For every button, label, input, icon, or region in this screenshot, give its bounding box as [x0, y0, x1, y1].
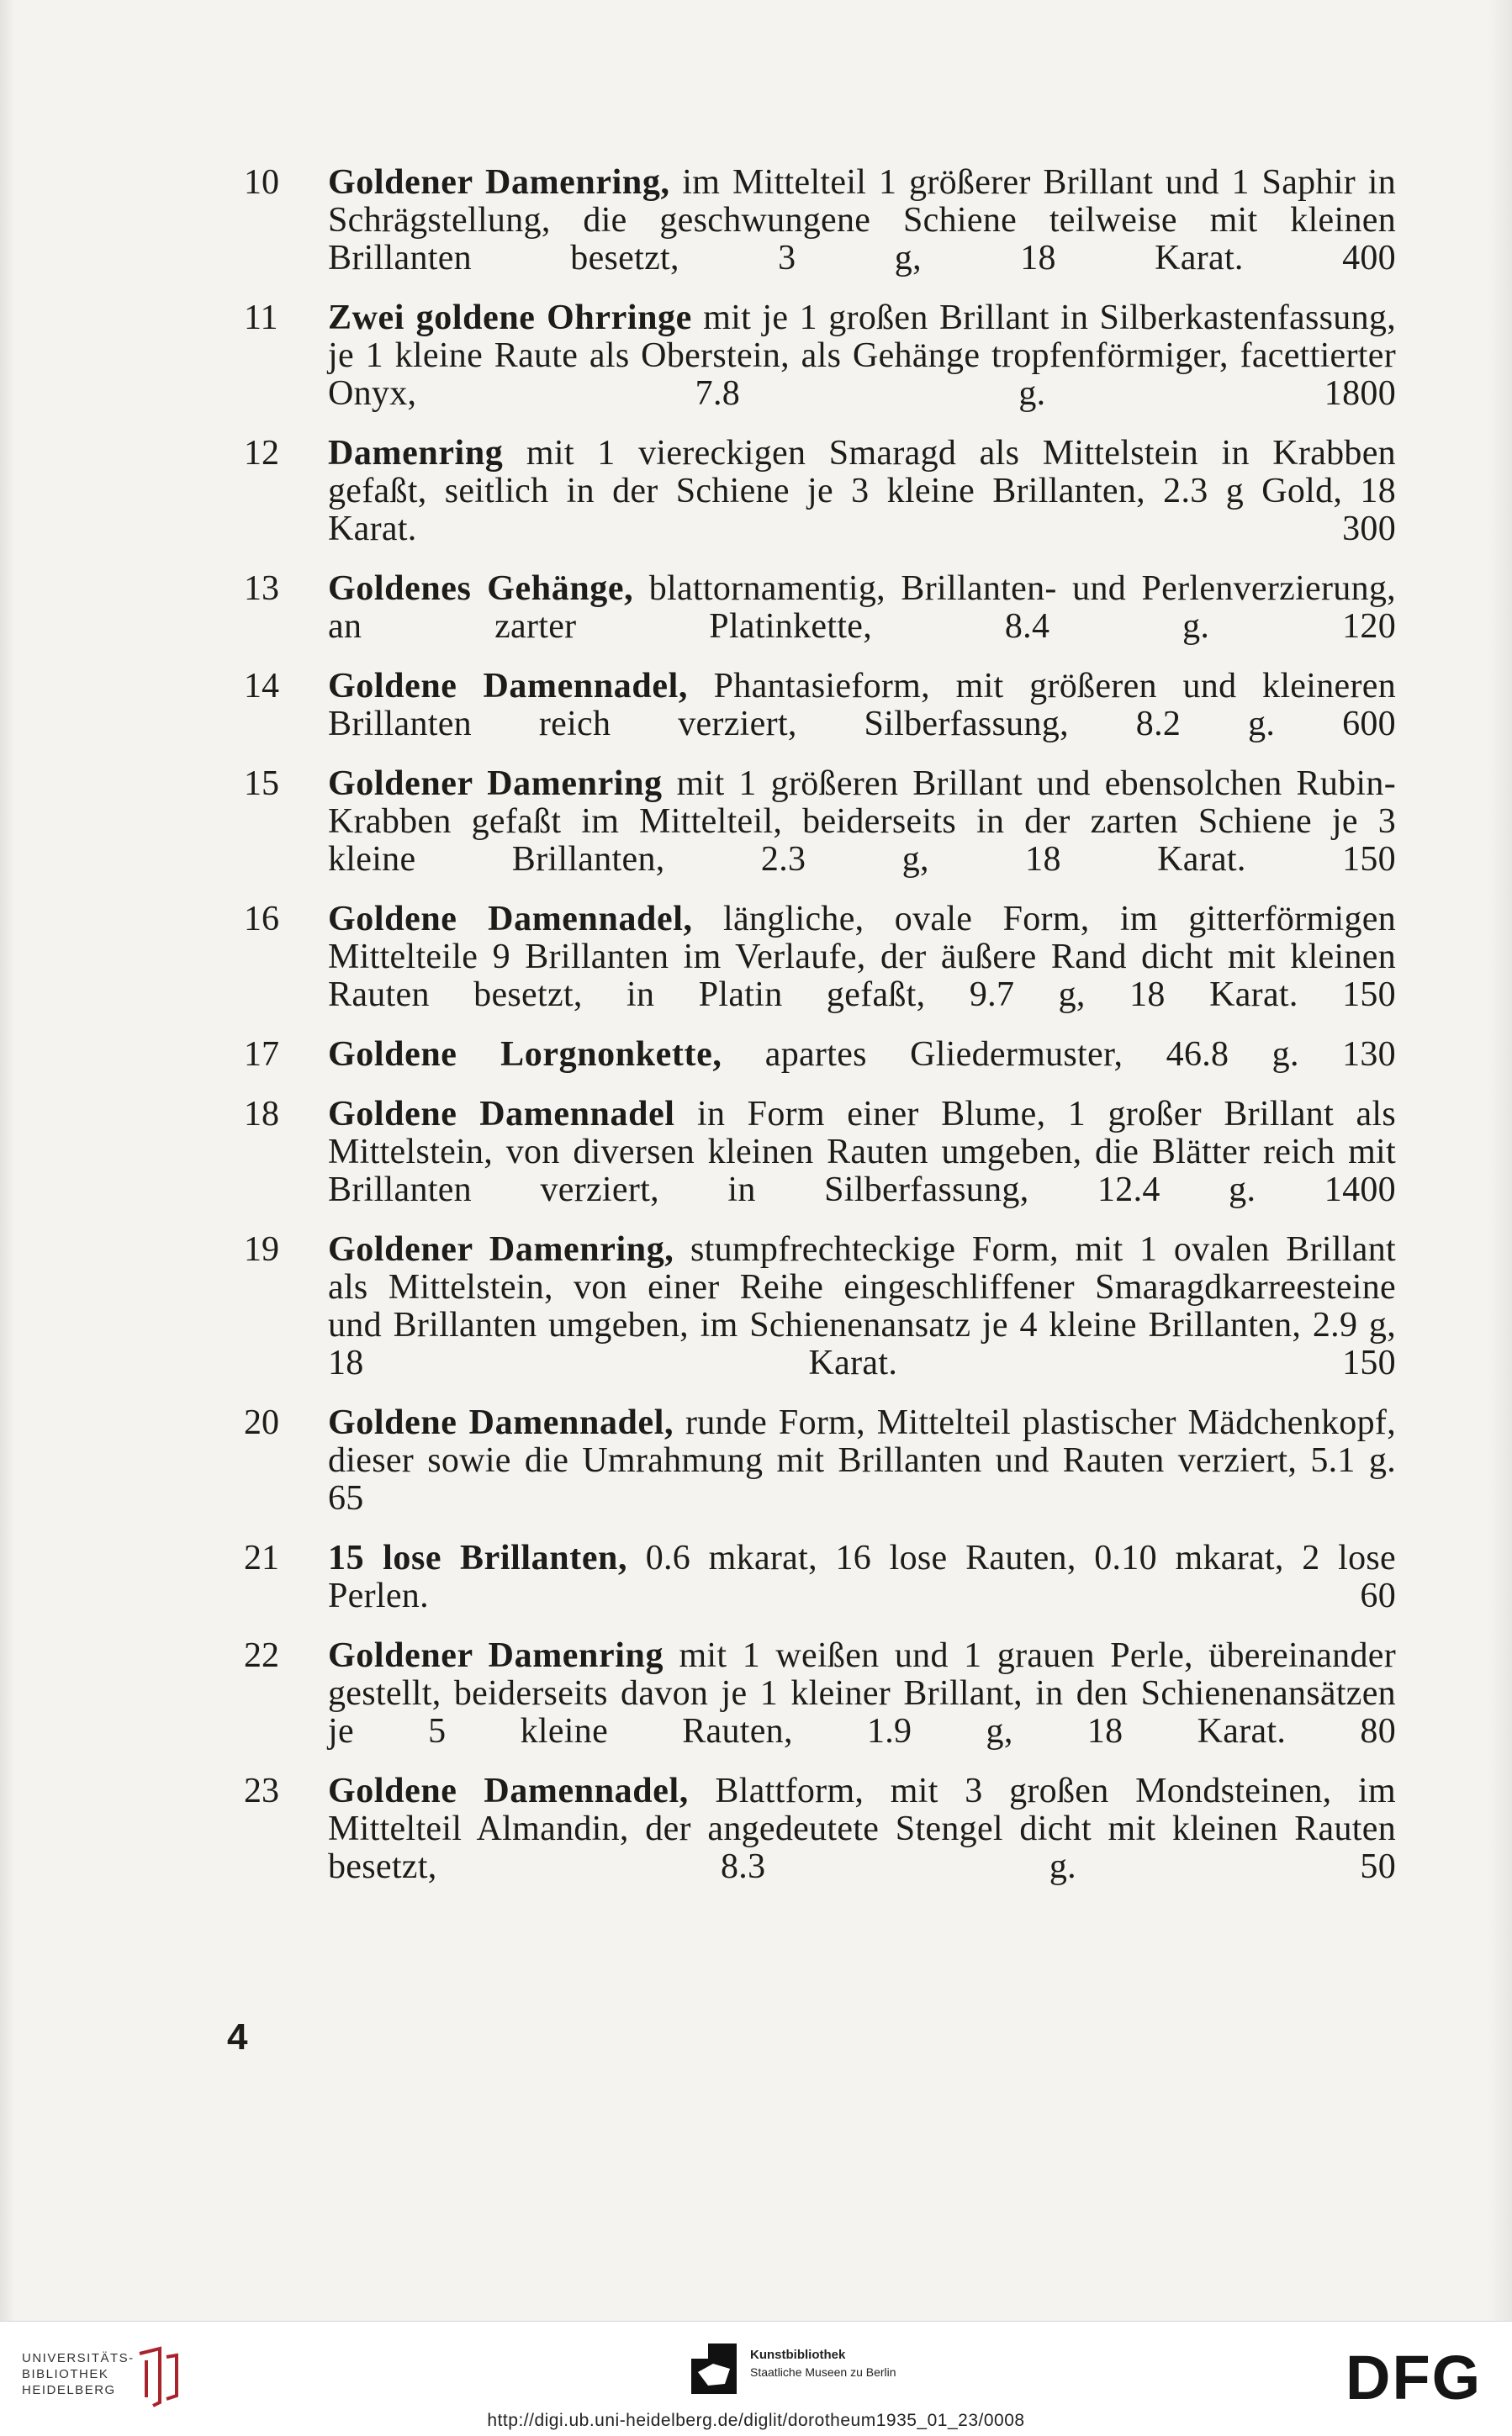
- university-library-logo[interactable]: [22, 2350, 135, 2398]
- dfg-logo[interactable]: DFG: [1345, 2343, 1483, 2412]
- library-name-line: HEIDELBERG: [22, 2383, 116, 2397]
- catalog-entry: [244, 901, 1396, 1014]
- lot-price: 1800: [1324, 374, 1396, 413]
- lot-number: 17: [244, 1035, 279, 1074]
- catalog-entry: [244, 1036, 1396, 1074]
- lot-title: Goldenes Gehänge,: [328, 569, 634, 608]
- lot-text: in Form einer Blume, 1 großer Brillant als Mittelstein, von diversen kleinen Rauten umgeben, die Blätter reich mit Brillanten verziert, in Silberfassung, 12.4 g.: [328, 1095, 1396, 1209]
- kunstbibliothek-logo-icon: [691, 2344, 737, 2394]
- lot-price: 150: [1342, 840, 1396, 879]
- lot-description: [328, 435, 1396, 548]
- catalog-entry: [244, 1773, 1396, 1886]
- catalog-entry: [244, 1231, 1396, 1382]
- lot-title: Goldener Damenring,: [328, 163, 670, 202]
- lot-title: Goldener Damenring,: [328, 1230, 674, 1269]
- lot-text: 0.6 mkarat, 16 lose Rauten, 0.10 mkarat, 2 lose Perlen.: [328, 1539, 1396, 1615]
- library-emblem-icon: [135, 2345, 183, 2409]
- lot-title: Goldene Lorgnonkette,: [328, 1035, 722, 1074]
- lot-number: 11: [244, 299, 278, 337]
- lot-number: 12: [244, 434, 279, 473]
- catalog-entry: [244, 668, 1396, 743]
- lot-price: 600: [1342, 705, 1396, 743]
- lot-text: runde Form, Mittelteil plastischer Mädchenkopf, dieser sowie die Umrahmung mit Brillanten und Rauten verziert, 5.1 g.: [328, 1403, 1396, 1480]
- lot-title: Goldener Damenring: [328, 1636, 664, 1675]
- lot-number: 16: [244, 900, 279, 938]
- lot-description: [328, 299, 1396, 413]
- lot-price: 80: [1360, 1712, 1396, 1751]
- lot-description: [328, 1637, 1396, 1751]
- lot-description: [328, 1036, 1396, 1074]
- lot-description: [328, 1404, 1396, 1518]
- lot-text: mit 1 viereckigen Smaragd als Mittelstein in Krabben gefaßt, seitlich in der Schiene je 3 kleine Brillanten, 2.3 g Gold, 18 Karat.: [328, 434, 1396, 548]
- lot-number: 18: [244, 1095, 279, 1133]
- lot-title: Damenring: [328, 434, 504, 473]
- lot-title: Goldener Damenring: [328, 764, 663, 803]
- lot-price: 1400: [1324, 1170, 1396, 1209]
- lot-number: 13: [244, 569, 279, 608]
- library-name-line: UNIVERSITÄTS-: [22, 2351, 135, 2365]
- lot-price: 130: [1342, 1035, 1396, 1074]
- lot-number: 15: [244, 764, 279, 803]
- lot-title: Goldene Damennadel,: [328, 667, 688, 705]
- lot-number: 19: [244, 1230, 279, 1269]
- lot-text: Phantasieform, mit größeren und kleineren Brillanten reich verziert, Silberfassung, 8.2 g.: [328, 667, 1396, 743]
- lot-number: 10: [244, 163, 279, 202]
- lot-text: mit 1 weißen und 1 grauen Perle, übereinander gestellt, beiderseits davon je 1 kleiner Brillant, in den Schienenansätzen je 5 kleine Rauten, 1.9 g, 18 Karat.: [328, 1636, 1396, 1751]
- lot-text: stumpfrechteckige Form, mit 1 ovalen Brillant als Mittelstein, von einer Reihe eingeschliffener Smaragdkarreesteine und Brillanten umgeben, im Schienenansatz je 4 kleine Brillanten, 2.9 g, 18 Karat.: [328, 1230, 1396, 1382]
- lot-description: [328, 765, 1396, 879]
- lot-description: [328, 668, 1396, 743]
- lot-title: Zwei goldene Ohrringe: [328, 299, 692, 337]
- library-name-line: BIBLIOTHEK: [22, 2367, 109, 2381]
- lot-number: 23: [244, 1772, 279, 1810]
- lot-description: [328, 1773, 1396, 1886]
- lot-number: 21: [244, 1539, 279, 1577]
- lot-text: mit 1 größeren Brillant und ebensolchen Rubin-Krabben gefaßt im Mittelteil, beiderseits in der zarten Schiene je 3 kleine Brillanten, 2.3 g, 18 Karat.: [328, 764, 1396, 879]
- lot-title: Goldene Damennadel,: [328, 1403, 674, 1442]
- catalog-list: [244, 164, 1396, 1908]
- lot-description: [328, 1540, 1396, 1615]
- lot-description: [328, 164, 1396, 277]
- catalog-entry: [244, 570, 1396, 646]
- catalog-entry: [244, 1540, 1396, 1615]
- lot-description: [328, 901, 1396, 1014]
- lot-text: im Mittelteil 1 größerer Brillant und 1 Saphir in Schrägstellung, die geschwungene Schiene teilweise mit kleinen Brillanten besetzt, 3 g, 18 Karat.: [328, 163, 1396, 277]
- lot-price: 50: [1360, 1847, 1396, 1886]
- page-number: 4: [227, 2016, 248, 2058]
- lot-price: 400: [1342, 239, 1396, 277]
- lot-description: [328, 570, 1396, 646]
- lot-number: 22: [244, 1636, 279, 1675]
- catalog-entry: [244, 1637, 1396, 1751]
- lot-title: Goldene Damennadel,: [328, 900, 693, 938]
- lot-text: apartes Gliedermuster, 46.8 g.: [764, 1035, 1299, 1074]
- lot-number: 14: [244, 667, 279, 705]
- lot-description: [328, 1231, 1396, 1382]
- footer-bar: [0, 2321, 1512, 2436]
- catalog-entry: [244, 435, 1396, 548]
- catalog-entry: [244, 299, 1396, 413]
- catalog-entry: [244, 1404, 1396, 1518]
- catalog-entry: [244, 1096, 1396, 1209]
- lot-number: 20: [244, 1403, 279, 1442]
- lot-text: blattornamentig, Brillanten- und Perlenverzierung, an zarter Platinkette, 8.4 g.: [328, 569, 1396, 646]
- lot-title: Goldene Damennadel: [328, 1095, 675, 1133]
- kunstbibliothek-name: Kunstbibliothek: [750, 2348, 846, 2362]
- lot-title: 15 lose Brillanten,: [328, 1539, 628, 1577]
- kunstbibliothek-subtitle: Staatliche Museen zu Berlin: [750, 2365, 896, 2379]
- lot-price: 65: [328, 1479, 364, 1518]
- lot-price: 60: [1360, 1577, 1396, 1615]
- lot-description: [328, 1096, 1396, 1209]
- lot-price: 150: [1342, 975, 1396, 1014]
- lot-price: 120: [1342, 607, 1396, 646]
- lot-text: Blattform, mit 3 großen Mondsteinen, im Mittelteil Almandin, der angedeutete Stengel dicht mit kleinen Rauten besetzt, 8.3 g.: [328, 1772, 1396, 1886]
- permalink-url[interactable]: http://digi.ub.uni-heidelberg.de/diglit/dorotheum1935_01_23/0008: [487, 2411, 1025, 2430]
- kunstbibliothek-label[interactable]: [750, 2347, 896, 2381]
- catalog-entry: [244, 164, 1396, 277]
- lot-title: Goldene Damennadel,: [328, 1772, 689, 1810]
- catalog-entry: [244, 765, 1396, 879]
- lot-text: mit je 1 großen Brillant in Silberkastenfassung, je 1 kleine Raute als Oberstein, als Gehänge tropfenförmiger, facettierter Onyx, 7.8 g.: [328, 299, 1396, 413]
- lot-text: längliche, ovale Form, im gitterförmigen Mittelteile 9 Brillanten im Verlaufe, der äußere Rand dicht mit kleinen Rauten besetzt, in Platin gefaßt, 9.7 g, 18 Karat.: [328, 900, 1396, 1014]
- lot-price: 150: [1342, 1344, 1396, 1382]
- lot-price: 300: [1342, 510, 1396, 548]
